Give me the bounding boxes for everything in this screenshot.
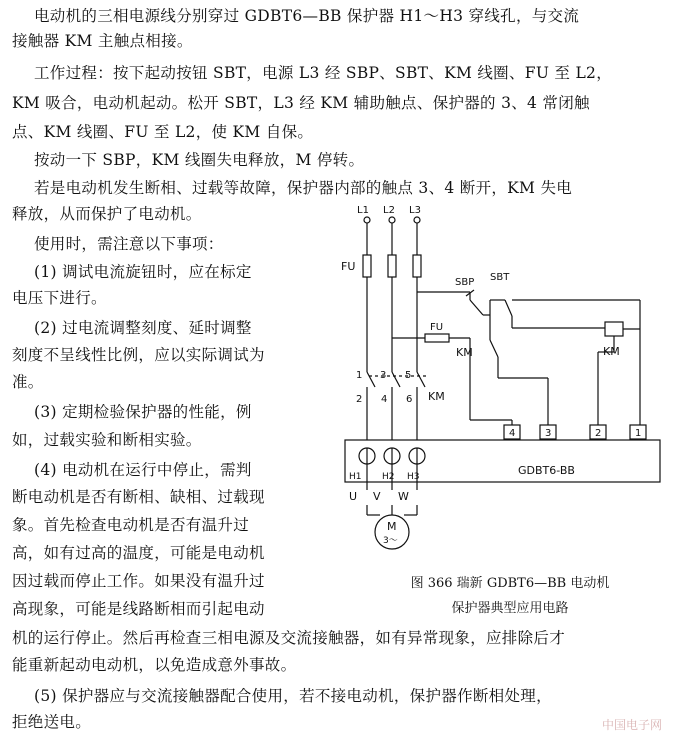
label-pin-1: 1 xyxy=(635,428,642,439)
text-line: 工作过程：按下起动按钮 SBT，电源 L3 经 SBP、SBT、KM 线圈、FU 至 L2， xyxy=(34,64,612,82)
label-t1: 1 xyxy=(356,370,363,381)
text-line: 高，如有过高的温度，可能是电动机 xyxy=(12,544,265,562)
label-t2: 2 xyxy=(356,394,363,405)
text-line: (4) 电动机在运行中停止，需判 xyxy=(34,461,252,479)
terminal-l1 xyxy=(364,217,370,223)
label-pin-4: 4 xyxy=(509,428,516,439)
fuse-l2 xyxy=(388,255,396,277)
text-line: 释放，从而保护了电动机。 xyxy=(12,205,202,223)
fuse-l1 xyxy=(363,255,371,277)
label-l2: L2 xyxy=(383,205,395,216)
text-line: 使用时，需注意以下事项： xyxy=(34,235,224,253)
text-line: 象。首先检查电动机是否有温升过 xyxy=(12,516,250,534)
label-device: GDBT6-BB xyxy=(518,464,575,477)
text-line: 按动一下 SBP，KM 线圈失电释放，M 停转。 xyxy=(34,151,365,169)
text-line: 电压下进行。 xyxy=(12,289,107,307)
text-line: 断电动机是否有断相、缺相、过载现 xyxy=(12,488,265,506)
label-h1: H1 xyxy=(349,472,362,482)
text-line: 若是电动机发生断相、过载等故障，保护器内部的触点 3、4 断开，KM 失电 xyxy=(34,179,573,197)
fuse-control xyxy=(425,334,449,342)
label-l1: L1 xyxy=(357,205,369,216)
label-h2: H2 xyxy=(382,472,395,482)
text-line: 如，过载实验和断相实验。 xyxy=(12,431,202,449)
label-km-coil: KM xyxy=(603,345,620,358)
text-line: (1) 调试电流旋钮时，应在标定 xyxy=(34,263,252,281)
label-t4: 4 xyxy=(381,394,388,405)
label-sbp: SBP xyxy=(455,277,475,288)
km-coil xyxy=(605,322,623,336)
label-fu-control: FU xyxy=(430,322,444,333)
figure-caption: 保护器典型应用电路 xyxy=(451,601,569,616)
label-v: V xyxy=(373,490,381,503)
label-sbt: SBT xyxy=(490,272,510,283)
text-line: 拒绝送电。 xyxy=(12,713,92,731)
figure-caption: 图 366 瑞新 GDBT6—BB 电动机 xyxy=(410,576,610,591)
text-line: 接触器 KM 主触点相接。 xyxy=(12,32,193,50)
label-km-main: KM xyxy=(428,390,445,403)
label-t5: 5 xyxy=(405,370,412,381)
label-t6: 6 xyxy=(406,394,413,405)
label-motor-phase: 3～ xyxy=(383,536,398,546)
text-line: 因过载而停止工作。如果没有温升过 xyxy=(12,572,265,590)
fuse-l3 xyxy=(413,255,421,277)
text-line: (5) 保护器应与交流接触器配合使用，若不接电动机，保护器作断相处理， xyxy=(34,687,552,705)
label-t3: 3 xyxy=(380,370,387,381)
label-km-aux: KM xyxy=(456,346,473,359)
label-motor: M xyxy=(387,520,397,533)
label-l3: L3 xyxy=(409,205,421,216)
label-u: U xyxy=(349,490,358,503)
text-line: 电动机的三相电源线分别穿过 GDBT6—BB 保护器 H1～H3 穿线孔，与交流 xyxy=(34,7,580,25)
text-line: 准。 xyxy=(12,373,44,391)
text-line: (2) 过电流调整刻度、延时调整 xyxy=(34,319,252,337)
text-line: KM 吸合，电动机起动。松开 SBT，L3 经 KM 辅助触点、保护器的 3、4 常闭触 xyxy=(12,94,590,112)
label-pin-3: 3 xyxy=(545,428,552,439)
label-w: W xyxy=(398,490,409,503)
terminal-l3 xyxy=(414,217,420,223)
terminal-l2 xyxy=(389,217,395,223)
label-fu-main: FU xyxy=(341,260,356,273)
label-pin-2: 2 xyxy=(595,428,602,439)
watermark: 中国电子网 xyxy=(602,718,663,732)
text-line: 机的运行停止。然后再检查三相电源及交流接触器，如有异常现象，应排除后才 xyxy=(12,629,566,647)
text-line: 刻度不呈线性比例，应以实际调试为 xyxy=(12,346,265,364)
text-line: 高现象，可能是线路断相而引起电动 xyxy=(12,600,265,618)
text-line: (3) 定期检验保护器的性能，例 xyxy=(34,403,252,421)
text-line: 点、KM 线圈、FU 至 L2，使 KM 自保。 xyxy=(12,123,314,141)
text-line: 能重新起动电动机，以免造成意外事故。 xyxy=(12,656,297,674)
label-h3: H3 xyxy=(407,472,420,482)
